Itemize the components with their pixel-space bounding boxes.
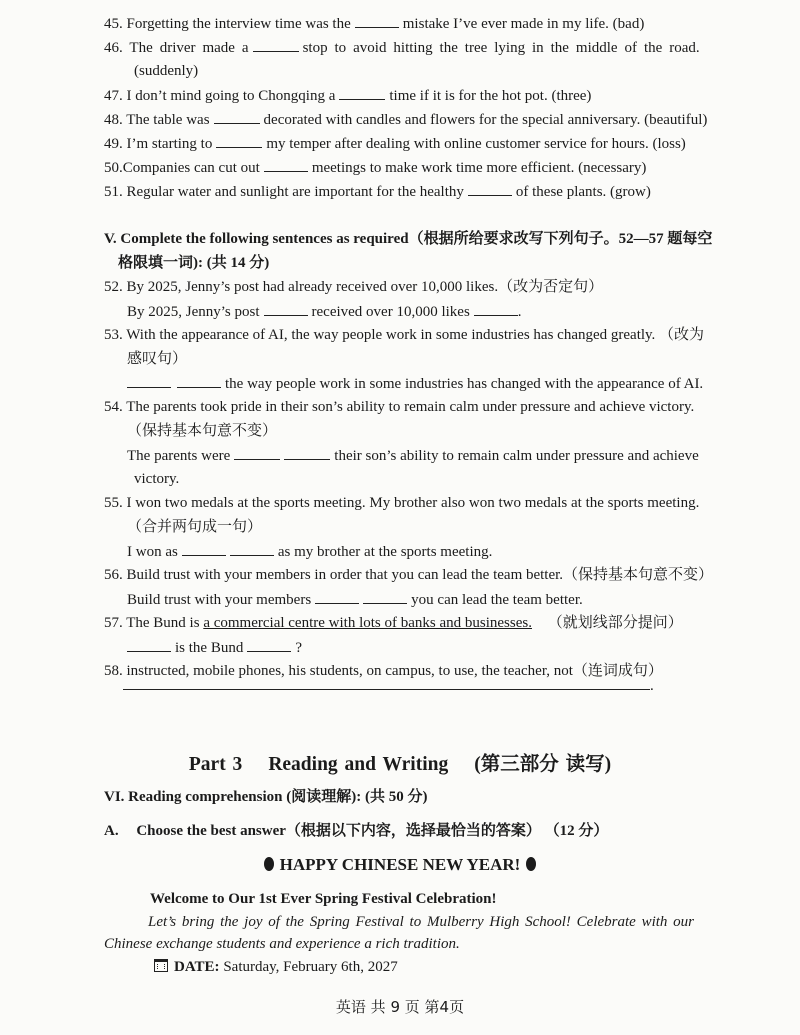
question-55-cont: （合并两句成一句） (127, 519, 263, 535)
page-footer: 英语 共 9 页 第4页 (335, 998, 465, 1016)
lantern-icon (526, 857, 536, 871)
answer-blank[interactable] (230, 541, 274, 556)
answer-blank[interactable] (247, 637, 291, 652)
question-49: 49. I’m starting to my temper after dealing with online customer service for hours. (loss) (104, 133, 686, 154)
answer-line-58[interactable] (123, 689, 650, 690)
answer-blank[interactable] (468, 181, 512, 196)
question-51: 51. Regular water and sunlight are important for the healthy of these plants. (grow) (104, 181, 651, 202)
lantern-icon (264, 857, 274, 871)
answer-blank[interactable] (363, 589, 407, 604)
answer-blank[interactable] (214, 109, 260, 124)
answer-53: the way people work in some industries has changed with the appearance of AI. (127, 373, 703, 394)
answer-blank[interactable] (127, 637, 171, 652)
answer-56: Build trust with your members you can lead the team better. (127, 589, 583, 610)
section-5-heading-cont: 格限填一词): (共 14 分) (118, 255, 270, 271)
question-52: 52. By 2025, Jenny’s post had already received over 10,000 likes.（改为否定句） (104, 279, 604, 295)
answer-blank[interactable] (182, 541, 226, 556)
answer-blank[interactable] (264, 301, 308, 316)
answer-blank[interactable] (177, 373, 221, 388)
underlined-phrase: a commercial centre with lots of banks and businesses. (203, 615, 532, 631)
question-53: 53. With the appearance of AI, the way people work in some industries has changed greatly. （改为 (104, 327, 705, 343)
question-54: 54. The parents took pride in their son’s ability to remain calm under pressure and achieve victory. (104, 399, 695, 415)
answer-blank[interactable] (339, 85, 385, 100)
welcome-heading: Welcome to Our 1st Ever Spring Festival Celebration! (150, 891, 497, 907)
banner-title: HAPPY CHINESE NEW YEAR! (0, 855, 800, 875)
answer-blank[interactable] (284, 445, 330, 460)
question-50: 50.Companies can cut out meetings to make work time more efficient. (necessary) (104, 157, 646, 178)
answer-blank[interactable] (127, 373, 171, 388)
answer-blank[interactable] (234, 445, 280, 460)
answer-blank[interactable] (253, 37, 299, 52)
part-3-title: Part 3 Reading and Writing (第三部分 读写) (188, 754, 612, 775)
answer-blank[interactable] (355, 13, 399, 28)
answer-blank[interactable] (315, 589, 359, 604)
calendar-icon (154, 959, 168, 972)
answer-57: is the Bund ? (127, 637, 302, 658)
section-6-heading: VI. Reading comprehension (阅读理解): (共 50 分) (104, 789, 428, 805)
question-58: 58. instructed, mobile phones, his students, on campus, to use, the teacher, not（连词成句） (104, 663, 663, 679)
question-55: 55. I won two medals at the sports meeting. My brother also won two medals at the sports meeting. (104, 495, 700, 511)
answer-58-period: . (650, 678, 654, 694)
event-date: DATE: Saturday, February 6th, 2027 (154, 957, 398, 977)
question-53-cont: 感叹句） (127, 351, 188, 367)
answer-54: The parents were their son’s ability to remain calm under pressure and achieve (127, 445, 699, 466)
section-a-heading: A. Choose the best answer（根据以下内容，选择最恰当的答案） （12 分） (104, 823, 609, 839)
intro-line-1: Let’s bring the joy of the Spring Festival to Mulberry High School! Celebrate with our (148, 914, 695, 930)
question-56: 56. Build trust with your members in order that you can lead the team better.（保持基本句意不变） (104, 567, 714, 583)
answer-55: I won as as my brother at the sports meeting. (127, 541, 492, 562)
question-48: 48. The table was decorated with candles and flowers for the special anniversary. (beautiful) (104, 109, 707, 130)
answer-54-cont: victory. (134, 471, 180, 487)
question-47: 47. I don’t mind going to Chongqing a time if it is for the hot pot. (three) (104, 85, 591, 106)
answer-blank[interactable] (216, 133, 262, 148)
question-46: 46. The driver made a stop to avoid hitting the tree lying in the middle of the road. (104, 37, 700, 58)
answer-blank[interactable] (264, 157, 308, 172)
answer-blank[interactable] (474, 301, 518, 316)
intro-line-2: Chinese exchange students and experience a rich tradition. (104, 936, 460, 952)
question-54-cont: （保持基本句意不变） (127, 423, 278, 439)
question-45: 45. Forgetting the interview time was the mistake I’ve ever made in my life. (bad) (104, 13, 644, 34)
question-46-cont: (suddenly) (134, 63, 199, 79)
question-57: 57. The Bund is a commercial centre with lots of banks and businesses. （就划线部分提问） (104, 615, 683, 631)
section-5-heading: V. Complete the following sentences as required（根据所给要求改写下列句子。52—57 题每空 (104, 231, 713, 247)
answer-52: By 2025, Jenny’s post received over 10,000 likes . (127, 301, 522, 322)
